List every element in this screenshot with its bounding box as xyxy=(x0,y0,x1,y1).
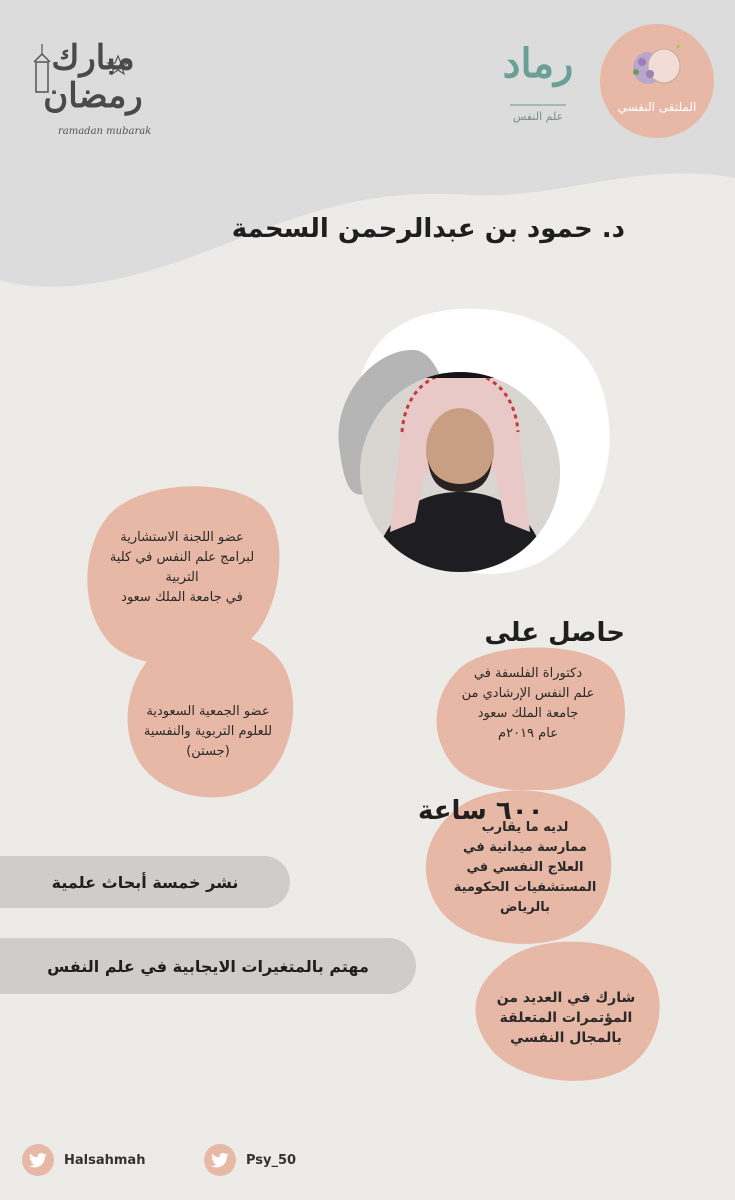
ramadan-title-line2: رمضان xyxy=(43,76,143,116)
ramadan-title-line1: مبارك xyxy=(51,38,135,78)
handle-text: Halsahmah xyxy=(64,1152,146,1168)
conference-line-1: شارك في العديد من xyxy=(496,990,636,1006)
practice-line-3: المستشفيات الحكومية xyxy=(453,880,597,895)
doctor-name: د. حمود بن عبدالرحمن السحمة xyxy=(231,214,625,244)
conference-line-3: بالمجال النفسي xyxy=(510,1030,622,1046)
ramadan-subtitle: ramadan mubarak xyxy=(58,126,152,137)
profile-photo-frame xyxy=(330,292,620,582)
hours-prefix: لديه ما يقارب xyxy=(481,820,569,835)
psychology-logo-mark: رماد xyxy=(502,40,574,87)
advisory-line-3: في جامعة الملك سعود xyxy=(121,590,243,605)
logo-divider xyxy=(510,104,566,106)
interests-pill xyxy=(0,938,416,994)
twitter-icon xyxy=(22,1144,54,1176)
saudi-society-text xyxy=(128,702,288,762)
holds-title: حاصل على xyxy=(484,618,625,648)
brain-flower-icon xyxy=(630,44,682,88)
practice-text xyxy=(440,818,610,918)
research-pill xyxy=(0,856,290,908)
advisory-committee-text xyxy=(92,528,272,608)
psychology-logo xyxy=(498,24,578,144)
degree-line-3: جامعة الملك سعود xyxy=(477,706,579,721)
twitter-handle-halsahmah[interactable] xyxy=(22,1144,145,1176)
interests-pill-text: مهتم بالمتغيرات الايجابية في علم النفس xyxy=(47,956,369,976)
degree-line-2: علم النفس الإرشادي من xyxy=(461,686,595,701)
twitter-icon xyxy=(204,1144,236,1176)
conference-line-2: المؤتمرات المتعلقة xyxy=(499,1010,633,1026)
hours-title: ٦٠٠ ساعة xyxy=(418,796,544,826)
degree-line-1: دكتوراة الفلسفة في xyxy=(473,666,583,681)
handle-text: Psy_50 xyxy=(246,1152,297,1168)
advisory-line-2: لبرامج علم النفس في كلية التربية xyxy=(109,550,255,585)
conferences-text xyxy=(486,988,646,1048)
advisory-line-1: عضو اللجنة الاستشارية xyxy=(120,530,244,545)
society-line-2: للعلوم التربوية والنفسية xyxy=(143,724,273,739)
degree-line-4: عام ٢٠١٩م xyxy=(498,726,558,741)
practice-line-4: بالرياض xyxy=(500,900,550,915)
ramadan-mubarak-logo xyxy=(18,22,178,142)
psych-forum-label: الملتقى النفسي xyxy=(617,100,697,114)
degree-text xyxy=(440,664,616,744)
research-pill-text: نشر خمسة أبحاث علمية xyxy=(51,872,239,892)
practice-line-1: ممارسة ميدانية في xyxy=(463,840,587,855)
twitter-handle-psy50[interactable] xyxy=(204,1144,296,1176)
psychology-logo-label: علم النفس xyxy=(512,110,564,123)
practice-line-2: العلاج النفسي في xyxy=(466,860,584,875)
society-line-1: عضو الجمعية السعودية xyxy=(146,704,270,719)
psych-forum-logo xyxy=(600,24,714,138)
society-line-3: (جستن) xyxy=(186,744,230,759)
